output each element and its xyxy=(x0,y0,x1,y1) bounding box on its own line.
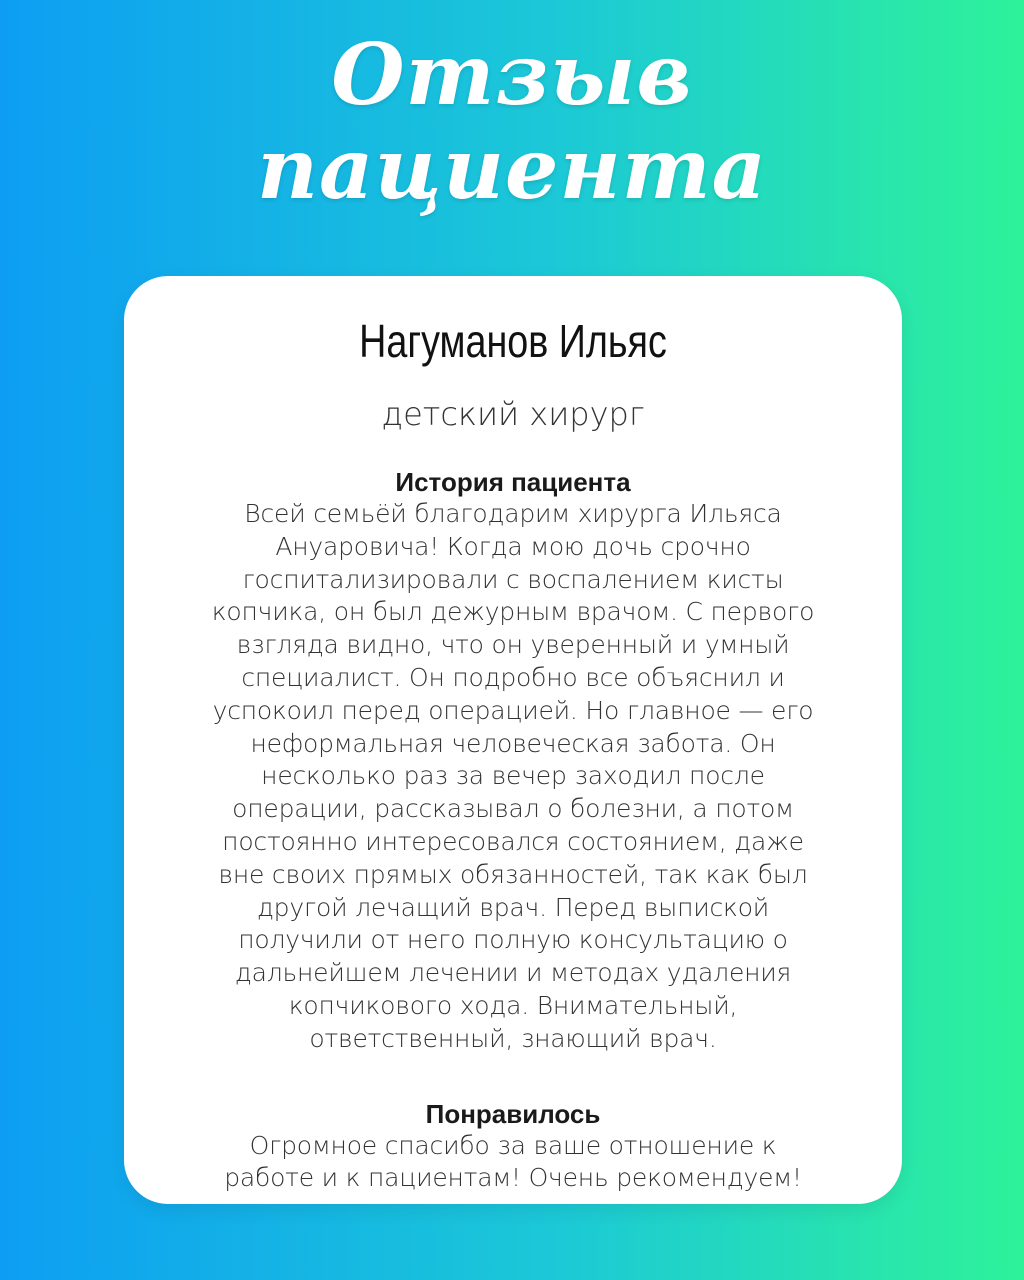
story-line: операции, рассказывал о болезни, а потом xyxy=(232,794,794,824)
story-text xyxy=(164,498,862,1056)
story-line: копчика, он был дежурным врачом. С первого xyxy=(211,597,815,627)
story-line: получили от него полную консультацию о xyxy=(238,925,788,955)
story-line: ответственный, знающий врач. xyxy=(309,1023,717,1053)
page-title xyxy=(0,25,1024,218)
story-heading: История пациента xyxy=(395,467,631,497)
story-line: копчикового хода. Внимательный, xyxy=(288,990,738,1020)
story-line: несколько раз за вечер заходил после xyxy=(261,761,765,791)
title-line-1: Отзыв xyxy=(331,25,693,124)
liked-line: Огромное спасибо за ваше отношение к xyxy=(249,1130,777,1160)
story-line: госпитализировали с воспалением кисты xyxy=(242,564,784,594)
story-line: взгляда видно, что он уверенный и умный xyxy=(236,630,790,660)
story-line: неформальная человеческая забота. Он xyxy=(250,728,776,758)
story-line: дальнейшем лечении и методах удаления xyxy=(234,958,792,988)
story-line: Всей семьёй благодарим хирурга Ильяса xyxy=(244,499,782,528)
liked-heading: Понравилось xyxy=(425,1098,601,1129)
liked-line: работе и к пациентам! Очень рекомендуем! xyxy=(224,1163,802,1193)
story-line: успокоил перед операцией. Но главное — его xyxy=(212,695,814,725)
story-line: специалист. Он подробно все объяснил и xyxy=(241,662,785,692)
title-line-2: пациента xyxy=(256,119,768,218)
doctor-role: детский хирург xyxy=(381,395,645,433)
liked-text xyxy=(164,1130,862,1196)
story-line: постоянно интересовался состоянием, даже xyxy=(222,826,804,856)
doctor-name: Нагуманов Ильяс xyxy=(359,315,667,367)
story-line: вне своих прямых обязанностей, так как был xyxy=(218,859,808,889)
review-card xyxy=(124,276,902,1204)
story-line: другой лечащий врач. Перед выпиской xyxy=(256,892,770,922)
story-line: Ануаровича! Когда мою дочь срочно xyxy=(275,531,751,561)
